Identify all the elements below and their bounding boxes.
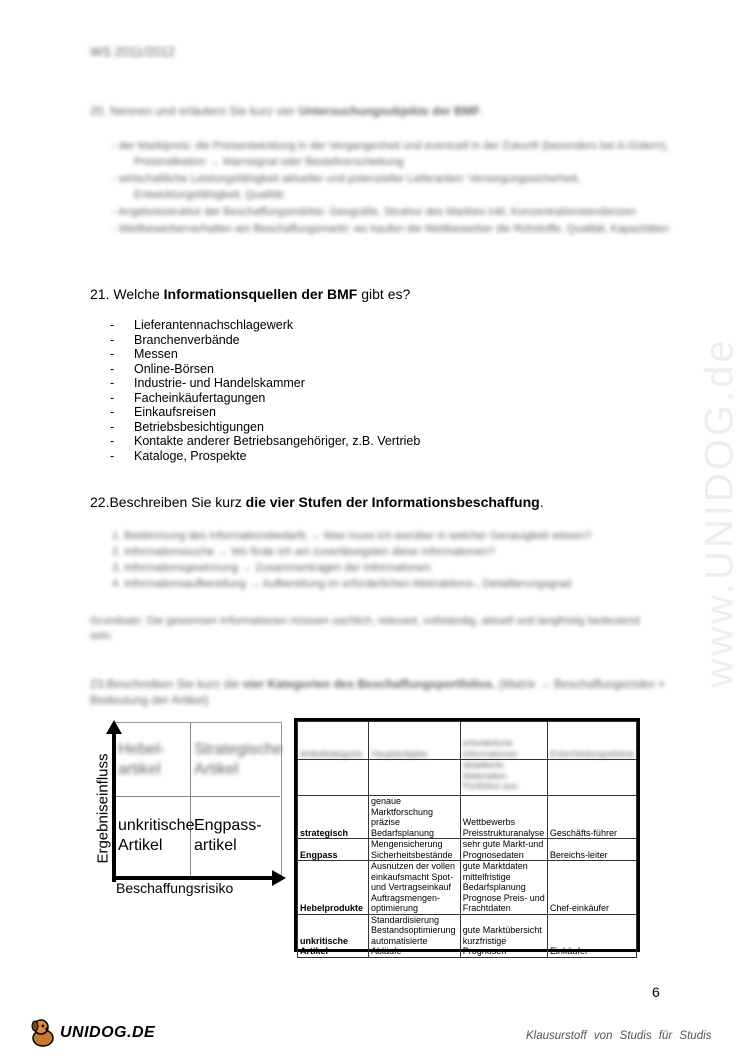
- table-header: Hauptaufgabe: [368, 722, 460, 760]
- q22-list: [112, 528, 672, 592]
- q23-bold: vier Kategorien des Beschaffungsportfolios.: [242, 677, 496, 691]
- y-axis-line: [112, 732, 116, 882]
- table-cell: Ausnutzen der vollen einkaufsmacht Spot-und Vertragseinkauf Auftragsmengen-optimierung: [368, 861, 460, 915]
- table-row: [298, 914, 637, 957]
- table-cell: Engpass: [298, 839, 369, 861]
- table-cell: genaue Marktforschung präzise Bedarfsplanung: [368, 796, 460, 839]
- table-header: erforderliche Informationen: [460, 722, 547, 760]
- table-cell: Bereichs-leiter: [547, 839, 636, 861]
- q22-note: Grundsatz: Die gewonnen Informationen müssen sachlich, relevant, vollständig, aktuell und langfristig bedeutend sein.: [90, 615, 640, 642]
- matrix-cell-bottom-left: unkritische Artikel: [118, 817, 195, 854]
- question-23: [90, 676, 670, 708]
- q22-bold: die vier Stufen der Informationsbeschaffung: [245, 494, 540, 510]
- table-cell: Mengensicherung Sicherheitsbestände: [368, 839, 460, 861]
- list-item: - Einkaufsreisen: [110, 405, 216, 419]
- watermark-text: www.UNIDOG.de: [697, 337, 742, 688]
- table-cell: unkritische Artikel: [298, 914, 369, 957]
- list-item: - Facheinkäufertagungen: [110, 390, 266, 405]
- q23-prefix: 23.Beschreiben Sie kurz die: [90, 677, 243, 691]
- list-item: - Messen: [110, 347, 178, 361]
- table-header: Artikelkategorie: [298, 722, 369, 760]
- q20-prefix: 20. Nennen und erläutern Sie kurz vier: [90, 104, 299, 118]
- table-row: [298, 839, 637, 861]
- list-item: - Wettbewerberverhalten am Beschaffungsmarkt: wo kaufen die Wettbewerber die Rohstoffe, Qualität, Kapazitäten: [112, 223, 669, 235]
- footer-tagline: Klausurstoff von Studis für Studis: [526, 1030, 712, 1042]
- table-cell: Geschäfts-führer: [547, 796, 636, 839]
- matrix-cell-top-right: Strategische Artikel: [194, 741, 283, 778]
- question-20: [90, 104, 484, 118]
- table-cell: Chef-einkäufer: [547, 861, 636, 915]
- list-item: - wirtschaftliche Leistungsfähigkeit aktueller und potenzieller Lieferanten: Versorgungssicherheit, Entwicklungsfähigkeit, Qualität: [112, 173, 581, 201]
- table-cell: strategisch: [298, 796, 369, 839]
- y-axis-arrow-icon: [106, 720, 122, 734]
- portfolio-table: [294, 718, 640, 956]
- portfolio-matrix: [90, 720, 290, 900]
- table-row: [298, 760, 637, 796]
- semester-header: WS 2011/2012: [90, 44, 176, 59]
- matrix-divider-horizontal: [114, 796, 280, 797]
- list-item: - Industrie- und Handelskammer: [110, 376, 305, 390]
- q22-suffix: .: [539, 494, 544, 510]
- table-cell: gute Marktdaten mittelfristige Bedarfsplanung Prognose Preis- und Frachtdaten: [460, 861, 547, 915]
- question-21: [90, 286, 410, 302]
- table-cell: Standardisierung Bestandsoptimierung automatisierte Abläufe: [368, 914, 460, 957]
- list-item: - Kontakte anderer Betriebsangehöriger, z.B. Vertrieb: [110, 434, 421, 448]
- q20-bold: Untersuchungsobjekte der BMF: [298, 104, 481, 118]
- list-item: - der Marktpreis: die Preisentwicklung in der Vergangenheit und eventuell in der Zukunft (besonders bei A-Gütern), Preisindikation → Warnsignal oder Bestellverschiebung: [112, 140, 669, 168]
- unidog-logo: [26, 1016, 156, 1050]
- table-cell: Einkäufer: [547, 914, 636, 957]
- x-axis-arrow-icon: [272, 870, 286, 886]
- page-number: 6: [652, 984, 660, 1000]
- list-item: - Angebotsstruktur der Beschaffungsmärkte: Geografie, Struktur des Marktes inkl. Konzentrationstendenzen: [112, 206, 636, 218]
- list-item: 3. Informationsgewinnung → Zusammentragen der Informationen: [112, 562, 431, 574]
- list-item: - Branchenverbände: [110, 332, 240, 347]
- table-cell: detaillierte Materialien Portfolios aus: [460, 760, 547, 796]
- list-item: - Kataloge, Prospekte: [110, 448, 247, 463]
- table-cell: Hebelprodukte: [298, 861, 369, 915]
- table-row: [298, 796, 637, 839]
- y-axis-label: Ergebniseinfluss: [94, 753, 112, 864]
- logo-text: UNIDOG.DE: [60, 1024, 156, 1041]
- q20-suffix: .: [480, 104, 484, 118]
- table-cell: gute Marktübersicht kurzfristige Prognosen: [460, 914, 547, 957]
- q21-bold: Informationsquellen der BMF: [163, 286, 358, 302]
- list-item: - Betriebsbesichtigungen: [110, 419, 264, 434]
- q21-prefix: 21. Welche: [90, 286, 164, 302]
- table-header: Entscheidungsebene: [547, 722, 636, 760]
- list-item: - Lieferantennachschlagewerk: [110, 318, 294, 332]
- table-header-row: [298, 722, 637, 760]
- list-item: 4. Informationsaufbereitung → Aufbereitung im erforderlichen Abstraktions-, Detaillierungsgrad: [112, 578, 572, 590]
- q23-suffix: (Matrix → Beschaffungsrisiko × Bedeutung der Artikel): [90, 677, 665, 707]
- table-cell: sehr gute Markt-und Prognosedaten: [460, 839, 547, 861]
- list-item: 2. Informationssuche → Wo finde ich am zuverlässigsten diese Informationen?: [112, 546, 495, 558]
- dog-icon: [26, 1016, 60, 1050]
- q21-list: [110, 318, 420, 463]
- watermark: [690, 280, 750, 740]
- list-item: 1. Bestimmung des Informationsbedarfs → Was muss ich worüber in welcher Genauigkeit wissen?: [112, 530, 592, 542]
- matrix-cell-bottom-right: Engpass- artikel: [194, 817, 262, 854]
- table-cell: Wettbewerbs Preisstrukturanalyse: [460, 796, 547, 839]
- list-item: - Online-Börsen: [110, 361, 214, 376]
- x-axis-label: Beschaffungsrisiko: [116, 880, 234, 896]
- table-row: [298, 861, 637, 915]
- matrix-cell-top-left: Hebel- artikel: [118, 741, 166, 778]
- q21-suffix: gibt es?: [357, 286, 411, 302]
- q20-list: [112, 138, 672, 238]
- q22-prefix: 22.Beschreiben Sie kurz: [90, 494, 246, 510]
- question-22: [90, 494, 544, 510]
